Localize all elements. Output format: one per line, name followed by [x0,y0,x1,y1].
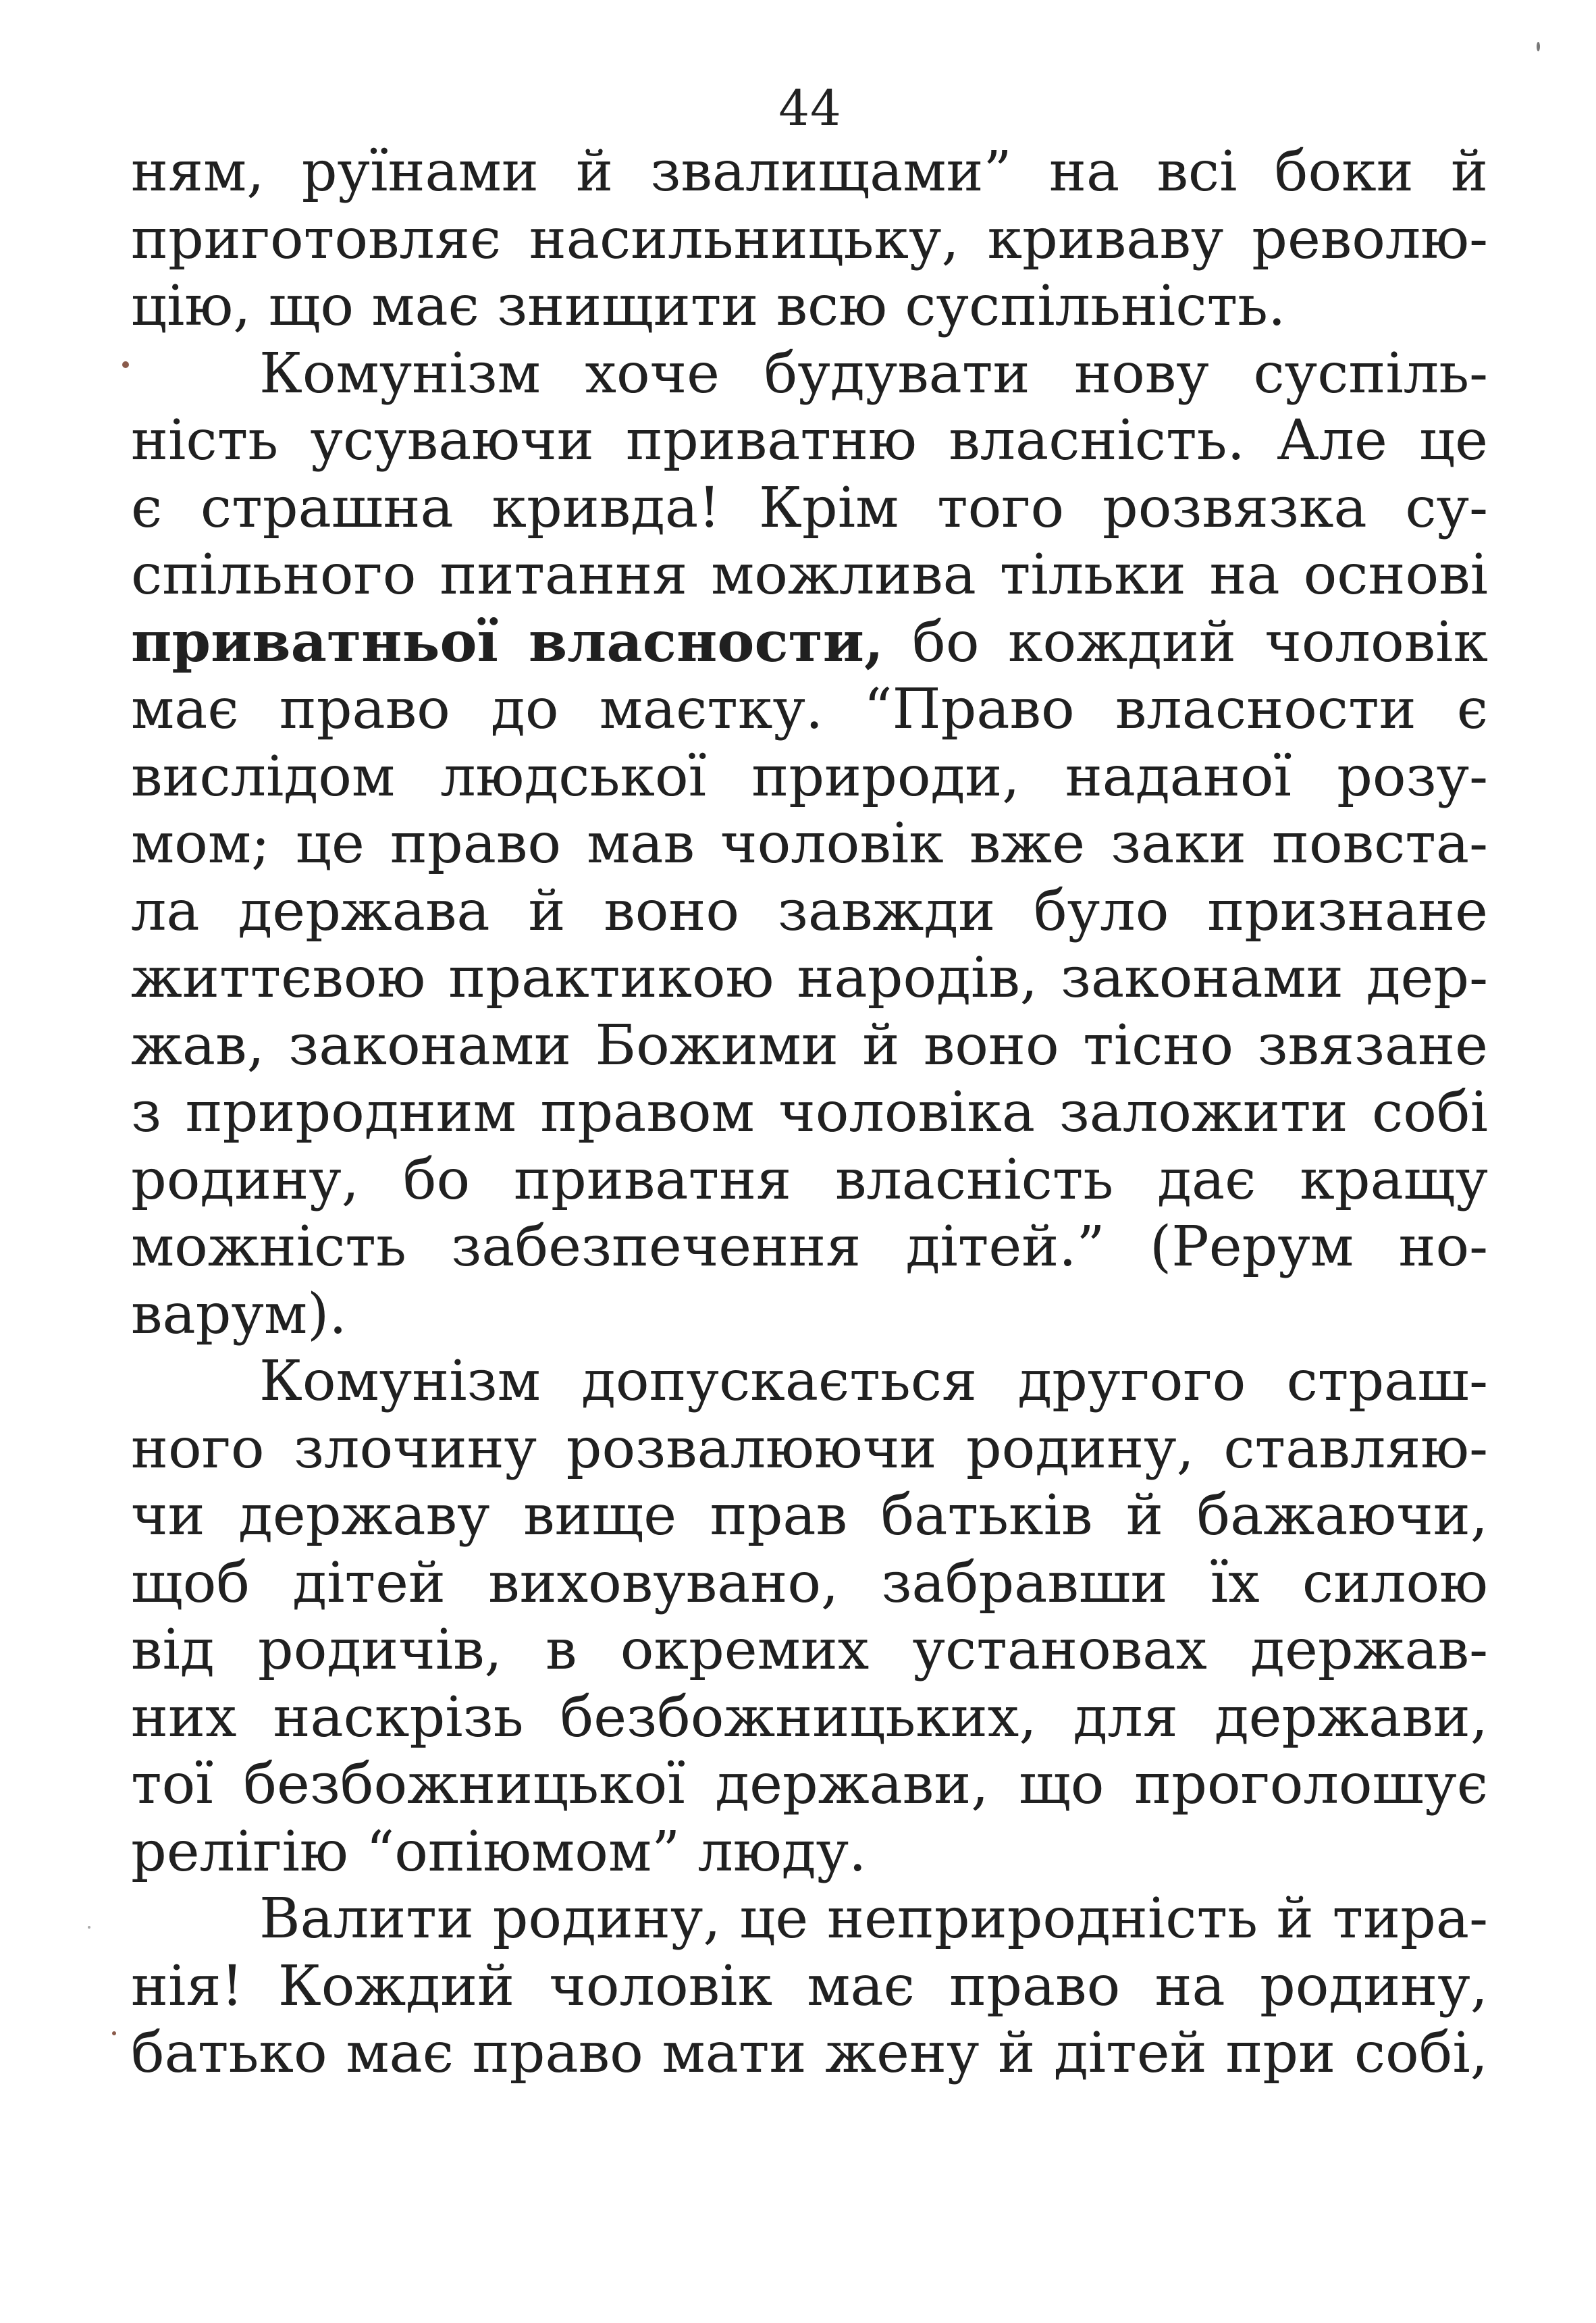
text-line: релігію “опіюмом” люду. [131,1819,867,1884]
text-line: ла держава й воно завжди було признане [131,878,1488,943]
page-number: 44 [778,80,842,136]
text-line: ного злочину розвалюючи родину, ставляю- [131,1415,1488,1481]
ink-speck [112,2031,116,2035]
text-line: тої безбожницької держави, що проголошує [131,1752,1488,1817]
text-line: Валити родину, це неприродність й тира- [259,1886,1488,1951]
text-line: чи державу вище прав батьків й бажаючи, [131,1483,1488,1548]
text-line: життєвою практикою народів, законами дер- [131,945,1488,1010]
text-line: варум). [131,1281,347,1347]
text-line: Комунізм хоче будувати нову суспіль- [259,340,1488,406]
text-line: вислідом людської природи, наданої розу- [131,743,1488,809]
text-line: ність усуваючи приватню власність. Але це [131,408,1488,473]
text-line: має право до маєтку. “Право власности є [131,677,1488,741]
paragraph-1 [131,138,1488,340]
paragraph-2 [131,340,1488,1349]
ink-speck [88,1926,90,1929]
text-line: родину, бо приватня власність дає кращу [131,1147,1488,1212]
text-span: бо кождий чоловік [883,609,1489,675]
ink-speck [122,361,129,368]
text-line: з природним правом чоловіка заложити собі [131,1080,1488,1145]
body-text [131,138,1488,2087]
text-line: жав, законами Божими й воно тісно звязане [131,1012,1488,1078]
ink-speck [1537,42,1540,51]
text-line: ням, руїнами й звалищами” на всі боки й [131,139,1488,204]
text-line: Комунізм допускається другого страш- [259,1349,1488,1413]
text-line: є страшна кривда! Крім того розвязка су- [131,475,1488,540]
text-line: можність забезпечення дітей.” (Рерум но- [131,1214,1488,1279]
text-line: батько має право мати жену й дітей при собі, [131,2020,1488,2085]
bold-phrase: приватньої власности, [131,609,884,675]
text-line: щоб дітей виховувано, забравши їх силою [131,1550,1488,1615]
text-line: приготовляє насильницьку, криваву револю- [131,206,1488,271]
text-line-with-bold [131,609,1488,677]
paragraph-3 [131,1348,1488,1885]
text-line: них наскрізь безбожницьких, для держави, [131,1684,1488,1750]
text-line: цію, що має знищити всю суспільність. [131,273,1286,338]
text-line: нія! Кождий чоловік має право на родину, [131,1953,1488,2018]
text-line: мом; це право мав чоловік вже заки повста- [131,811,1488,876]
paragraph-4 [131,1885,1488,2087]
text-line: спільного питання можлива тільки на основі [131,542,1488,607]
text-line: від родичів, в окремих установах держав- [131,1617,1488,1682]
